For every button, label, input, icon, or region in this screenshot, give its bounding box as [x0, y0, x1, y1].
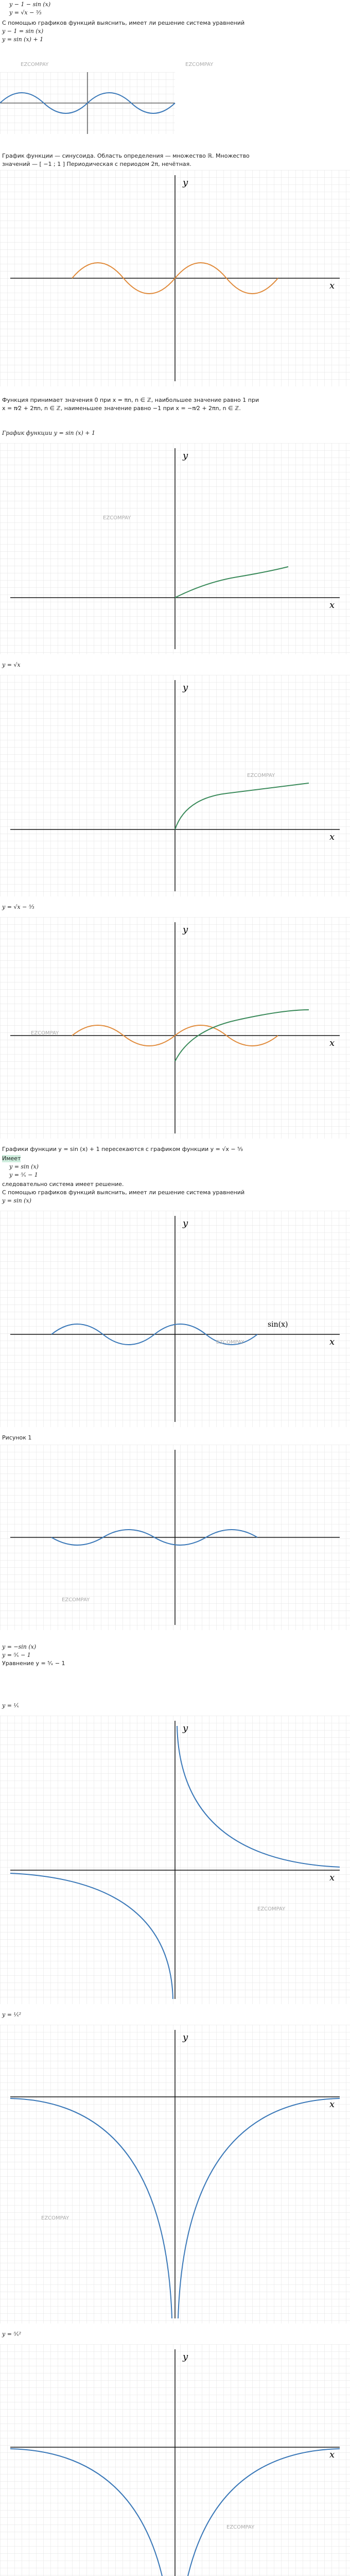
sin-curve-label: sin(x): [268, 1320, 288, 1329]
section-sqrt: [0, 659, 350, 902]
plot-recip-sq: [0, 2025, 350, 2324]
watermark: EZCOMPAY: [257, 1906, 286, 1912]
system-line-1: y − 1 − sin (x): [9, 1, 51, 8]
desc-line-3: Функция принимает значения 0 при x = πn, n ∈ ℤ, наибольшее значение равно 1 при: [2, 397, 259, 403]
system-line-2: y = √x − ⁵⁄₃: [9, 9, 42, 16]
section-intro: [0, 0, 350, 149]
section-sin-plus-1: [0, 428, 350, 659]
plot-neg-sin: [0, 1445, 350, 1630]
instruction-text: С помощью графиков функций выяснить, имеет ли решение система уравнений: [2, 20, 245, 26]
equation-sqrt-shift: y = √x − ⁵⁄₃: [2, 904, 34, 910]
watermark: EZCOMPAY: [31, 1030, 59, 1036]
system2-line-1: y = sin (x): [9, 1163, 39, 1170]
watermark: EZCOMPAY: [103, 515, 131, 521]
axis-x-label: x: [329, 280, 335, 291]
equation-sin: y = sin (x): [2, 1197, 31, 1204]
note-line-2: С помощью графиков функций выяснить, имеет ли решение система уравнений: [2, 1189, 245, 1196]
section-recip-sq: [0, 2009, 350, 2329]
plot-5-over-x-sq: [0, 2344, 350, 2576]
equation-recip-sq: y = ¹⁄ₓ²: [2, 2011, 21, 2018]
axis-y-label: y: [183, 450, 188, 461]
section-recip: [0, 1700, 350, 2009]
desc-line-2: значений — [ −1 ; 1 ] Периодическая с периодом 2π, нечётная.: [2, 161, 191, 167]
plot-sqrt-shift: [0, 917, 350, 1139]
plot-sin: [0, 1211, 350, 1427]
equation-recip: y = ¹⁄ₓ: [2, 1702, 19, 1709]
section-conclusion-1: [0, 1144, 350, 1432]
axis-x-label: x: [329, 1038, 335, 1048]
watermark: EZCOMPAY: [216, 1340, 244, 1345]
section-sine-description: [0, 149, 350, 428]
equation-neg-sin: y = −sin (x): [2, 1643, 37, 1650]
watermark: EZCOMPAY: [21, 62, 49, 67]
watermark: EZCOMPAY: [226, 2524, 255, 2530]
plot-recip: [0, 1716, 350, 2004]
section-5-over-x-sq: [0, 2329, 350, 2576]
section-sqrt-shift: [0, 902, 350, 1144]
axis-y-label: y: [183, 1218, 188, 1229]
desc-line-1: График функции — синусоида. Область определения — множество ℝ. Множество: [2, 152, 250, 159]
watermark: EZCOMPAY: [185, 62, 214, 67]
plot-sin-base: [0, 170, 350, 386]
equation-sin-plus-1: График функции y = sin (x) + 1: [2, 430, 95, 436]
conclusion-text: Графики функции y = sin (x) + 1 пересекаются с графиком функции y = √x − ⁵⁄₃: [2, 1146, 243, 1153]
axis-y-label: y: [183, 682, 188, 693]
answer-badge: Имеет: [2, 1155, 21, 1162]
desc-line-4: x = π⁄2 + 2πn, n ∈ ℤ, наименьшее значение равно −1 при x = −π⁄2 + 2πn, n ∈ ℤ.: [2, 405, 241, 412]
equation-2: y = sin (x) + 1: [2, 36, 44, 43]
equation-label: Уравнение y = ⁵⁄ₓ − 1: [2, 1660, 65, 1667]
caption-figure-1: Рисунок 1: [2, 1434, 32, 1441]
axis-x-label: x: [329, 2099, 335, 2110]
axis-y-label: y: [183, 2032, 188, 2043]
equation-5-over-x-sq: y = ⁵⁄ₓ²: [2, 2331, 21, 2337]
equation-sqrt: y = √x: [2, 662, 21, 668]
axis-y-label: y: [183, 177, 188, 188]
watermark: EZCOMPAY: [41, 2215, 69, 2221]
axis-y-label: y: [183, 1723, 188, 1734]
axis-y-label: y: [183, 924, 188, 935]
equation-1: y − 1 = sin (x): [2, 28, 44, 35]
note-line-1: следовательно система имеет решение.: [2, 1181, 124, 1188]
equation-5-over-x: y = ⁵⁄ₓ − 1: [2, 1652, 31, 1658]
plot-sqrt: [0, 675, 350, 896]
system2-line-2: y = ⁵⁄ₓ − 1: [9, 1172, 38, 1178]
axis-x-label: x: [329, 600, 335, 611]
axis-x-label: x: [329, 832, 335, 842]
section-figure-1: [0, 1432, 350, 1700]
watermark: EZCOMPAY: [62, 1597, 90, 1603]
watermark: EZCOMPAY: [247, 773, 275, 778]
axis-x-label: x: [329, 2449, 335, 2460]
plot-sin-plus-1: [0, 443, 350, 654]
axis-x-label: x: [329, 1872, 335, 1883]
mini-plot: [0, 72, 350, 134]
axis-x-label: x: [329, 1336, 335, 1347]
axis-y-label: y: [183, 2351, 188, 2362]
